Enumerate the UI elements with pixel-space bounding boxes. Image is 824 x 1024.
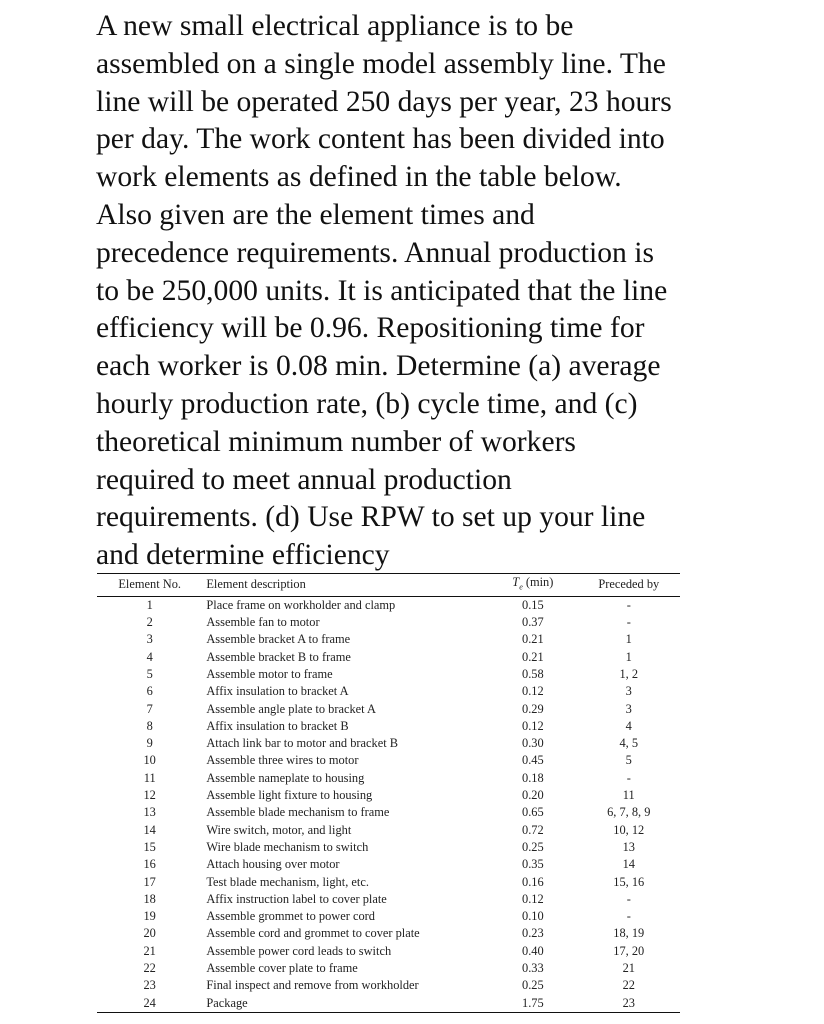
cell-element-description: Assemble cord and grommet to cover plate [206,926,420,941]
cell-element-description: Package [206,995,248,1010]
cell-element-no: 20 [143,926,156,941]
header-preceded-by: Preceded by [598,577,660,592]
cell-element-description: Wire switch, motor, and light [206,822,352,837]
cell-element-description: Test blade mechanism, light, etc. [206,874,369,889]
problem-line: hourly production rate, (b) cycle time, and (c) [96,387,638,420]
table-header-row [97,574,680,597]
cell-preceded-by: - [626,597,631,612]
cell-preceded-by: 13 [622,839,635,854]
cell-element-no: 17 [143,874,156,889]
cell-element-time: 0.15 [522,597,544,612]
table-row [97,614,680,631]
problem-line: work elements as defined in the table below. [96,161,622,194]
table-row [97,977,680,994]
table-row [97,718,680,735]
cell-element-time: 0.65 [522,805,544,820]
cell-preceded-by: 6, 7, 8, 9 [607,805,651,820]
cell-element-time: 0.21 [522,649,544,664]
cell-element-description: Assemble angle plate to bracket A [206,701,376,716]
cell-element-no: 16 [143,857,156,872]
cell-element-time: 0.12 [522,718,544,733]
table-row [97,649,680,666]
cell-element-no: 15 [143,839,156,854]
cell-preceded-by: - [626,770,631,785]
table-row [97,804,680,821]
cell-preceded-by: 1 [625,649,632,664]
cell-element-description: Affix instruction label to cover plate [206,891,387,906]
cell-element-description: Assemble blade mechanism to frame [206,805,390,820]
cell-preceded-by: 5 [625,753,632,768]
cell-element-time: 0.72 [522,822,544,837]
problem-statement [96,8,736,575]
cell-preceded-by: 1 [625,632,632,647]
cell-element-no: 1 [146,597,153,612]
cell-preceded-by: 15, 16 [613,874,645,889]
cell-element-description: Place frame on workholder and clamp [206,597,396,612]
cell-element-no: 10 [143,753,156,768]
cell-preceded-by: 4, 5 [619,736,639,751]
cell-element-description: Assemble bracket A to frame [206,632,351,647]
problem-line: theoretical minimum number of workers [96,425,576,458]
cell-preceded-by: 10, 12 [613,822,645,837]
te-unit: (min) [522,575,554,589]
table-row [97,701,680,718]
header-element-time [488,574,577,597]
cell-element-time: 0.23 [522,926,544,941]
header-element-no: Element No. [118,577,181,592]
cell-element-time: 0.45 [522,753,544,768]
problem-line: line will be operated 250 days per year, 23 hours [96,85,672,118]
cell-element-time: 1.75 [522,995,544,1010]
problem-line: to be 250,000 units. It is anticipated that the line [96,274,668,307]
cell-element-no: 8 [146,718,153,733]
cell-element-description: Assemble three wires to motor [206,753,359,768]
work-elements-table [97,573,680,1013]
cell-element-description: Assemble nameplate to housing [206,770,365,785]
table-row [97,735,680,752]
cell-element-no: 24 [143,995,156,1010]
cell-element-no: 13 [143,805,156,820]
cell-element-no: 14 [143,822,156,837]
cell-preceded-by: 1, 2 [619,666,639,681]
te-symbol: T [512,575,520,589]
cell-element-no: 21 [143,943,156,958]
cell-element-no: 12 [143,788,156,803]
cell-element-description: Wire blade mechanism to switch [206,839,369,854]
table-row [97,960,680,977]
cell-element-no: 5 [146,666,153,681]
cell-element-time: 0.21 [522,632,544,647]
cell-element-time: 0.35 [522,857,544,872]
table-row [97,666,680,683]
table-row [97,874,680,891]
table-row [97,856,680,873]
problem-line: assembled on a single model assembly line. The [96,47,666,80]
cell-element-time: 0.10 [522,909,544,924]
cell-preceded-by: 4 [625,718,632,733]
table-row [97,943,680,960]
cell-element-time: 0.20 [522,788,544,803]
table-row [97,908,680,925]
cell-preceded-by: 11 [622,788,635,803]
cell-element-description: Assemble fan to motor [206,615,320,630]
cell-element-time: 0.25 [522,839,544,854]
cell-preceded-by: 3 [625,701,632,716]
cell-element-description: Assemble light fixture to housing [206,788,373,803]
problem-line: Also given are the element times and [96,198,535,231]
cell-preceded-by: - [626,909,631,924]
problem-line: required to meet annual production [96,463,512,496]
cell-element-no: 22 [143,961,156,975]
table-row [97,787,680,804]
cell-element-time: 0.40 [522,943,544,958]
cell-element-description: Assemble grommet to power cord [206,909,375,924]
problem-line: requirements. (d) Use RPW to set up your line [96,501,646,534]
cell-element-time: 0.37 [522,615,544,630]
cell-element-time: 0.29 [522,701,544,716]
te-subscript: e [519,582,523,592]
cell-element-time: 0.12 [522,684,544,699]
table-row [97,683,680,700]
cell-element-no: 7 [146,701,153,716]
cell-element-time: 0.12 [522,891,544,906]
cell-element-time: 0.18 [522,770,544,785]
cell-element-description: Attach link bar to motor and bracket B [206,736,399,751]
cell-element-time: 0.16 [522,874,544,889]
table-row [97,822,680,839]
cell-element-no: 6 [146,684,153,699]
cell-element-description: Affix insulation to bracket A [206,684,349,699]
cell-preceded-by: - [626,615,631,630]
cell-preceded-by: - [626,891,631,906]
cell-element-time: 0.25 [522,978,544,993]
cell-preceded-by: 14 [622,857,635,872]
table-row [97,891,680,908]
cell-element-description: Attach housing over motor [206,857,340,872]
cell-preceded-by: 3 [625,684,632,699]
cell-preceded-by: 17, 20 [613,943,645,958]
table-row [97,631,680,648]
problem-line: precedence requirements. Annual production is [96,236,654,269]
cell-element-no: 4 [146,649,153,664]
cell-element-time: 0.58 [522,666,544,681]
table-row [97,995,680,1013]
cell-element-description: Final inspect and remove from workholder [206,978,419,993]
cell-element-description: Assemble bracket B to frame [206,649,351,664]
cell-element-time: 0.33 [522,961,544,975]
cell-element-no: 9 [146,736,153,751]
cell-element-description: Assemble power cord leads to switch [206,943,392,958]
cell-preceded-by: 18, 19 [613,926,645,941]
table-row [97,770,680,787]
cell-element-no: 3 [146,632,153,647]
cell-element-time: 0.30 [522,736,544,751]
cell-preceded-by: 23 [622,995,635,1010]
cell-preceded-by: 22 [622,978,635,993]
header-element-description: Element description [206,577,306,592]
cell-element-no: 19 [143,909,156,924]
table-row [97,596,680,614]
table-row [97,752,680,769]
cell-element-no: 11 [143,770,156,785]
problem-line: and determine efficiency [96,539,390,572]
table-row [97,839,680,856]
cell-preceded-by: 21 [622,961,635,975]
cell-element-description: Affix insulation to bracket B [206,718,349,733]
cell-element-no: 2 [146,615,153,630]
table-row [97,925,680,942]
cell-element-description: Assemble motor to frame [206,666,333,681]
problem-line: each worker is 0.08 min. Determine (a) average [96,350,661,383]
cell-element-no: 23 [143,978,156,993]
cell-element-description: Assemble cover plate to frame [206,961,358,975]
problem-line: A new small electrical appliance is to be [96,10,574,42]
cell-element-no: 18 [143,891,156,906]
problem-line: per day. The work content has been divided into [96,123,665,156]
problem-line: efficiency will be 0.96. Repositioning time for [96,312,645,345]
